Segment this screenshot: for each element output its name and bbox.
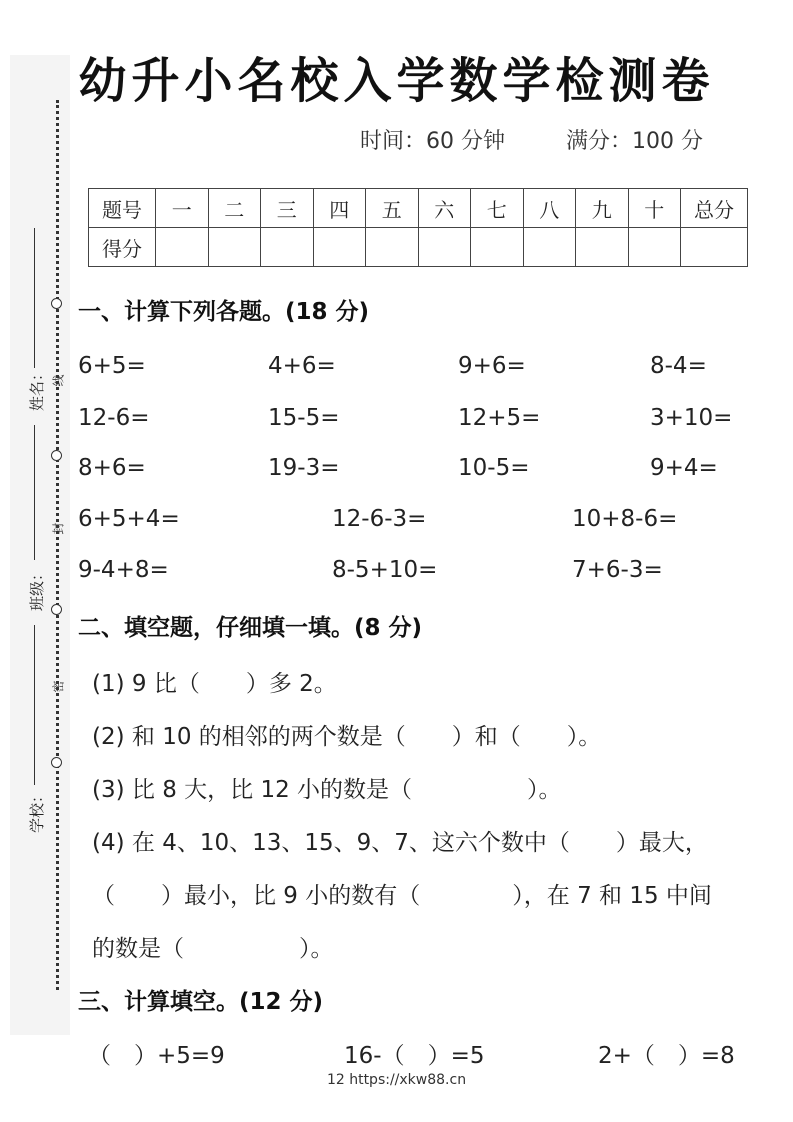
fill-question-3: (3) 比 8 大，比 12 小的数是（ ）。: [92, 777, 562, 803]
math-expression: 12+5=: [458, 405, 541, 431]
math-expression: 4+6=: [268, 353, 336, 379]
math-expression: 10+8-6=: [572, 506, 678, 532]
table-cell: 五: [366, 189, 419, 228]
table-cell: 二: [208, 189, 261, 228]
section3-title: 三、计算填空。(12 分): [78, 989, 324, 1015]
math-expression: 8+6=: [78, 455, 146, 481]
math-expression: 7+6-3=: [572, 557, 663, 583]
seal-dotted-line: [56, 100, 59, 990]
score-input-cell[interactable]: [418, 228, 471, 267]
fill-question-4-end: 的数是（ ）。: [92, 936, 334, 962]
seal-circle: [51, 298, 62, 309]
score-input-cell[interactable]: [366, 228, 419, 267]
section2-title: 二、填空题，仔细填一填。(8 分): [78, 615, 423, 641]
math-expression: 8-5+10=: [332, 557, 438, 583]
math-expression: （ ）+5=9: [88, 1043, 225, 1069]
score-table: [88, 188, 748, 267]
section1-title: 一、计算下列各题。(18 分): [78, 299, 370, 325]
table-cell: 八: [523, 189, 576, 228]
seal-char-feng: 封: [51, 522, 66, 535]
fill-question-4-cont: （ ）最小，比 9 小的数有（ ），在 7 和 15 中间: [92, 883, 712, 909]
table-cell: 九: [576, 189, 629, 228]
fill-question-1: (1) 9 比（ ）多 2。: [92, 671, 337, 697]
math-expression: 3+10=: [650, 405, 733, 431]
seal-char-xian: 线: [51, 374, 66, 387]
score-input-cell[interactable]: [156, 228, 209, 267]
math-expression: 16-（ ）=5: [344, 1043, 485, 1069]
math-expression: 12-6=: [78, 405, 150, 431]
math-expression: 2+（ ）=8: [598, 1043, 735, 1069]
math-expression: 12-6-3=: [332, 506, 427, 532]
table-cell: 十: [628, 189, 681, 228]
seal-circle: [51, 450, 62, 461]
table-cell: 四: [313, 189, 366, 228]
math-expression: 15-5=: [268, 405, 340, 431]
score-input-cell[interactable]: [261, 228, 314, 267]
math-expression: 6+5+4=: [78, 506, 180, 532]
score-input-cell[interactable]: [313, 228, 366, 267]
score-input-cell[interactable]: [681, 228, 748, 267]
seal-circle: [51, 757, 62, 768]
seal-char-mi: 密: [51, 680, 66, 693]
full-score: 满分：100 分: [566, 129, 703, 154]
table-cell: 总分: [681, 189, 748, 228]
math-expression: 8-4=: [650, 353, 707, 379]
name-field-line: [34, 228, 35, 368]
class-field-line: [34, 425, 35, 560]
score-input-cell[interactable]: [576, 228, 629, 267]
page-title: 幼升小名校入学数学检测卷: [78, 53, 715, 109]
fill-question-2: (2) 和 10 的相邻的两个数是（ ）和（ ）。: [92, 724, 602, 750]
table-cell: 七: [471, 189, 524, 228]
table-cell: 六: [418, 189, 471, 228]
score-input-cell[interactable]: [628, 228, 681, 267]
exam-time: 时间：60 分钟: [360, 129, 505, 154]
math-expression: 10-5=: [458, 455, 530, 481]
fill-question-4: (4) 在 4、10、13、15、9、7、这六个数中（ ）最大，: [92, 830, 708, 856]
math-expression: 6+5=: [78, 353, 146, 379]
table-cell: 题号: [89, 189, 156, 228]
table-cell: 得分: [89, 228, 156, 267]
seal-circle: [51, 604, 62, 615]
page-footer: 12 https://xkw88.cn: [326, 1072, 467, 1088]
math-expression: 19-3=: [268, 455, 340, 481]
table-cell: 一: [156, 189, 209, 228]
math-expression: 9+4=: [650, 455, 718, 481]
school-field-line: [34, 625, 35, 785]
binding-margin: [10, 55, 70, 1035]
table-row: [89, 189, 748, 228]
score-input-cell[interactable]: [471, 228, 524, 267]
score-input-cell[interactable]: [523, 228, 576, 267]
name-label: 姓名：: [28, 365, 47, 412]
school-label: 学校：: [28, 787, 47, 834]
table-cell: 三: [261, 189, 314, 228]
table-row: [89, 228, 748, 267]
math-expression: 9+6=: [458, 353, 526, 379]
math-expression: 9-4+8=: [78, 557, 169, 583]
class-label: 班级：: [28, 565, 47, 612]
score-input-cell[interactable]: [208, 228, 261, 267]
